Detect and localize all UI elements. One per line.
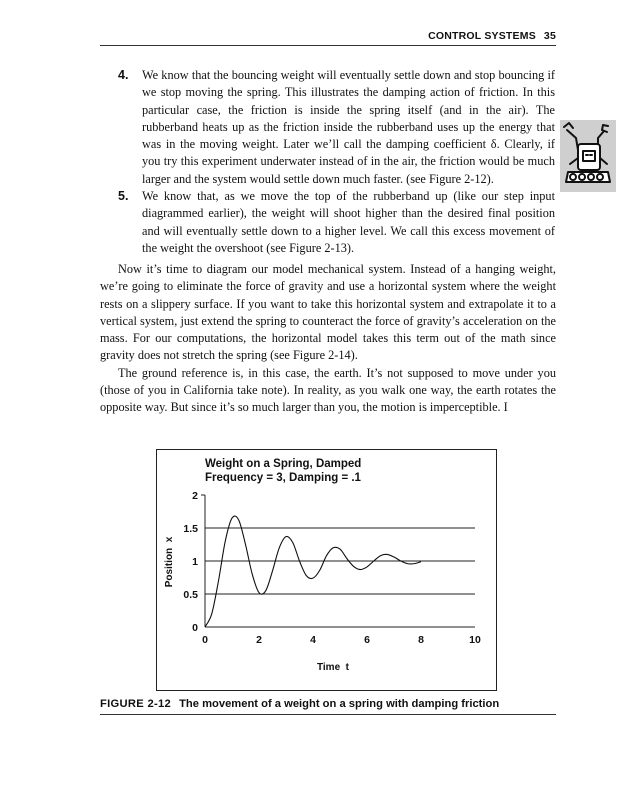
x-tick-label: 2 — [256, 634, 262, 646]
list-item-number: 4. — [118, 68, 129, 82]
body-text — [100, 261, 556, 417]
y-tick-label: 2 — [192, 490, 198, 502]
x-tick-label: 4 — [310, 634, 316, 646]
y-tick-label: 0.5 — [183, 589, 198, 601]
robot-icon — [560, 120, 616, 192]
paragraph: Now it’s time to diagram our model mechanical system. Instead of a hanging weight, we’re going to eliminate the force of gravity and use a horizontal system where the weight rests on a slippery surface. If you want to take this horizontal system and extrapolate it to a vertical system, just extend the spring to counteract the force of gravity’s acceleration on the mass. For our computations, the horizontal model takes this term out of the math since gravity does not stretch the spring (see Figure 2-14). — [100, 262, 556, 363]
series-line-position — [205, 516, 421, 627]
chart-subtitle: Frequency = 3, Damping = .1 — [205, 472, 361, 484]
y-tick-label: 1.5 — [183, 523, 198, 535]
numbered-list — [118, 67, 555, 257]
damped-spring-chart — [157, 450, 496, 690]
x-tick-label: 0 — [202, 634, 208, 646]
list-item — [118, 67, 555, 188]
chart-x-axis-label: Time t — [316, 662, 350, 673]
list-item — [118, 188, 555, 257]
chart-title: Weight on a Spring, Damped — [205, 458, 362, 470]
y-tick-label: 1 — [192, 556, 198, 568]
figure-label: FIGURE 2-12 — [100, 698, 172, 710]
running-header — [100, 30, 556, 46]
x-tick-label: 6 — [364, 634, 370, 646]
page-number: 35 — [543, 30, 556, 42]
y-tick-label: 0 — [192, 622, 198, 634]
x-tick-label: 8 — [418, 634, 424, 646]
list-item-text: We know that, as we move the top of the rubberband up (like our step input diagrammed earlier), the weight will shoot higher than the desired final position and will eventually settle down to a higher level. We call this excess movement of the weight the overshoot (see Figure 2-13). — [142, 189, 555, 255]
figure-2-12 — [156, 449, 497, 691]
list-item-number: 5. — [118, 189, 129, 204]
figure-caption-text: The movement of a weight on a spring with damping friction — [179, 698, 500, 710]
list-item-text: We know that the bouncing weight will eventually settle down and stop bouncing if we stop moving the spring. This illustrates the damping action of friction. In this particular case, the friction is inside the spring itself (and in the air). The rubberband heats up as the friction inside the rubberband uses up the energy that was in the moving weight. Later we’ll call the damping coefficient δ. Clearly, if you try this experiment underwater instead of in the air, the friction would be much larger and the system would settle down much faster. (see Figure 2-12). — [142, 68, 555, 186]
chart-y-axis-label: Position x — [164, 536, 175, 588]
paragraph: The ground reference is, in this case, the earth. It’s not supposed to move under you (those of you in California take note). In reality, as you walk one way, the earth rotates the opposite way. But since it’s so much larger than you, the motion is imperceptible. I — [100, 365, 556, 415]
x-tick-label: 10 — [469, 634, 481, 646]
figure-caption — [100, 698, 556, 715]
running-header-section: CONTROL SYSTEMS — [428, 30, 536, 42]
